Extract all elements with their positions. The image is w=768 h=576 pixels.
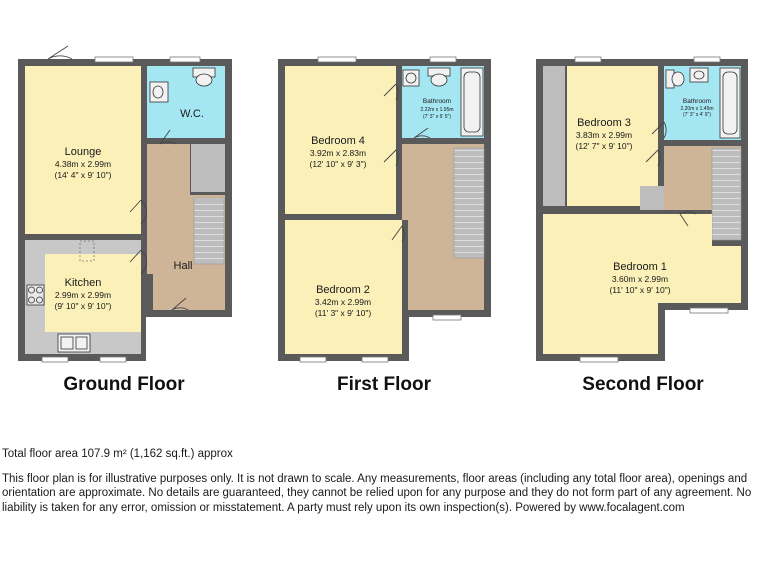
total-floor-area: Total floor area 107.9 m² (1,162 sq.ft.) approx xyxy=(2,448,233,460)
wc-label: W.C. xyxy=(180,108,204,120)
second-toilet-icon xyxy=(666,70,684,88)
first-bathroom-label: Bathroom xyxy=(422,98,452,105)
ground-staircase xyxy=(194,198,224,264)
bedroom2-label: Bedroom 2 xyxy=(316,284,370,296)
sink-icon xyxy=(58,334,90,352)
first-bath-icon xyxy=(461,68,483,136)
second-bathroom-label: Bathroom xyxy=(682,98,712,105)
first-bathroom-imperial: (7' 3" x 6' 5") xyxy=(423,114,451,120)
second-basin-icon xyxy=(690,68,708,82)
lounge-label: Lounge xyxy=(64,146,102,158)
bedroom4-imperial: (12' 10" x 9' 3") xyxy=(309,159,367,169)
bedroom1-room xyxy=(543,214,741,354)
wc-basin-icon xyxy=(150,82,168,102)
lounge-metric: 4.38m x 2.99m xyxy=(54,159,112,169)
second-cupboard xyxy=(640,186,664,210)
first-floor-plan xyxy=(278,57,491,395)
bedroom1-imperial: (11' 10" x 9' 10") xyxy=(609,285,671,295)
footer xyxy=(2,447,764,515)
bedroom2-metric: 3.42m x 2.99m xyxy=(314,297,372,307)
disclaimer-text: This floor plan is for illustrative purposes only. It is not drawn to scale. Any measurements, floor areas (including any total floor area), openings and orientation are approximate. No details are guaranteed, they cannot be relied upon for any purpose and they do not form part of any agreement. No liability is taken for any error, omission or misstatement. A party must rely upon its own inspection(s). Powered by www.focalagent.com xyxy=(2,472,752,514)
first-bathroom-metric: 2.22m x 1.95m xyxy=(420,107,454,113)
kitchen-metric: 2.99m x 2.99m xyxy=(54,290,112,300)
kitchen-label: Kitchen xyxy=(64,277,102,289)
bedroom2-imperial: (11' 3" x 9' 10") xyxy=(314,308,372,318)
bedroom4-label: Bedroom 4 xyxy=(311,135,365,147)
second-bath-icon xyxy=(720,68,740,138)
second-floor-title: Second Floor xyxy=(582,374,704,395)
second-staircase xyxy=(712,148,741,240)
second-bathroom-imperial: (7' 3" x 4' 9") xyxy=(683,112,711,118)
ground-floor-plan xyxy=(18,46,232,395)
second-bathroom-metric: 2.20m x 1.45m xyxy=(680,106,714,112)
store-cupboard xyxy=(191,144,225,192)
hob-icon xyxy=(27,285,44,305)
bedroom1-metric: 3.60m x 2.99m xyxy=(611,274,669,284)
kitchen-imperial: (9' 10" x 9' 10") xyxy=(54,301,112,311)
bedroom3-label: Bedroom 3 xyxy=(577,117,631,129)
second-floor-plan xyxy=(536,57,748,395)
bedroom3-imperial: (12' 7" x 9' 10") xyxy=(575,141,633,151)
bedroom1-label: Bedroom 1 xyxy=(613,261,667,273)
first-staircase xyxy=(454,148,484,258)
ground-floor-title: Ground Floor xyxy=(63,374,185,395)
first-basin-icon xyxy=(403,70,419,86)
bedroom3-metric: 3.83m x 2.99m xyxy=(575,130,633,140)
hall-label: Hall xyxy=(173,260,193,272)
bedroom4-metric: 3.92m x 2.83m xyxy=(309,148,367,158)
wardrobe xyxy=(543,66,565,206)
lounge-imperial: (14' 4" x 9' 10") xyxy=(54,170,112,180)
first-floor-title: First Floor xyxy=(337,374,431,395)
